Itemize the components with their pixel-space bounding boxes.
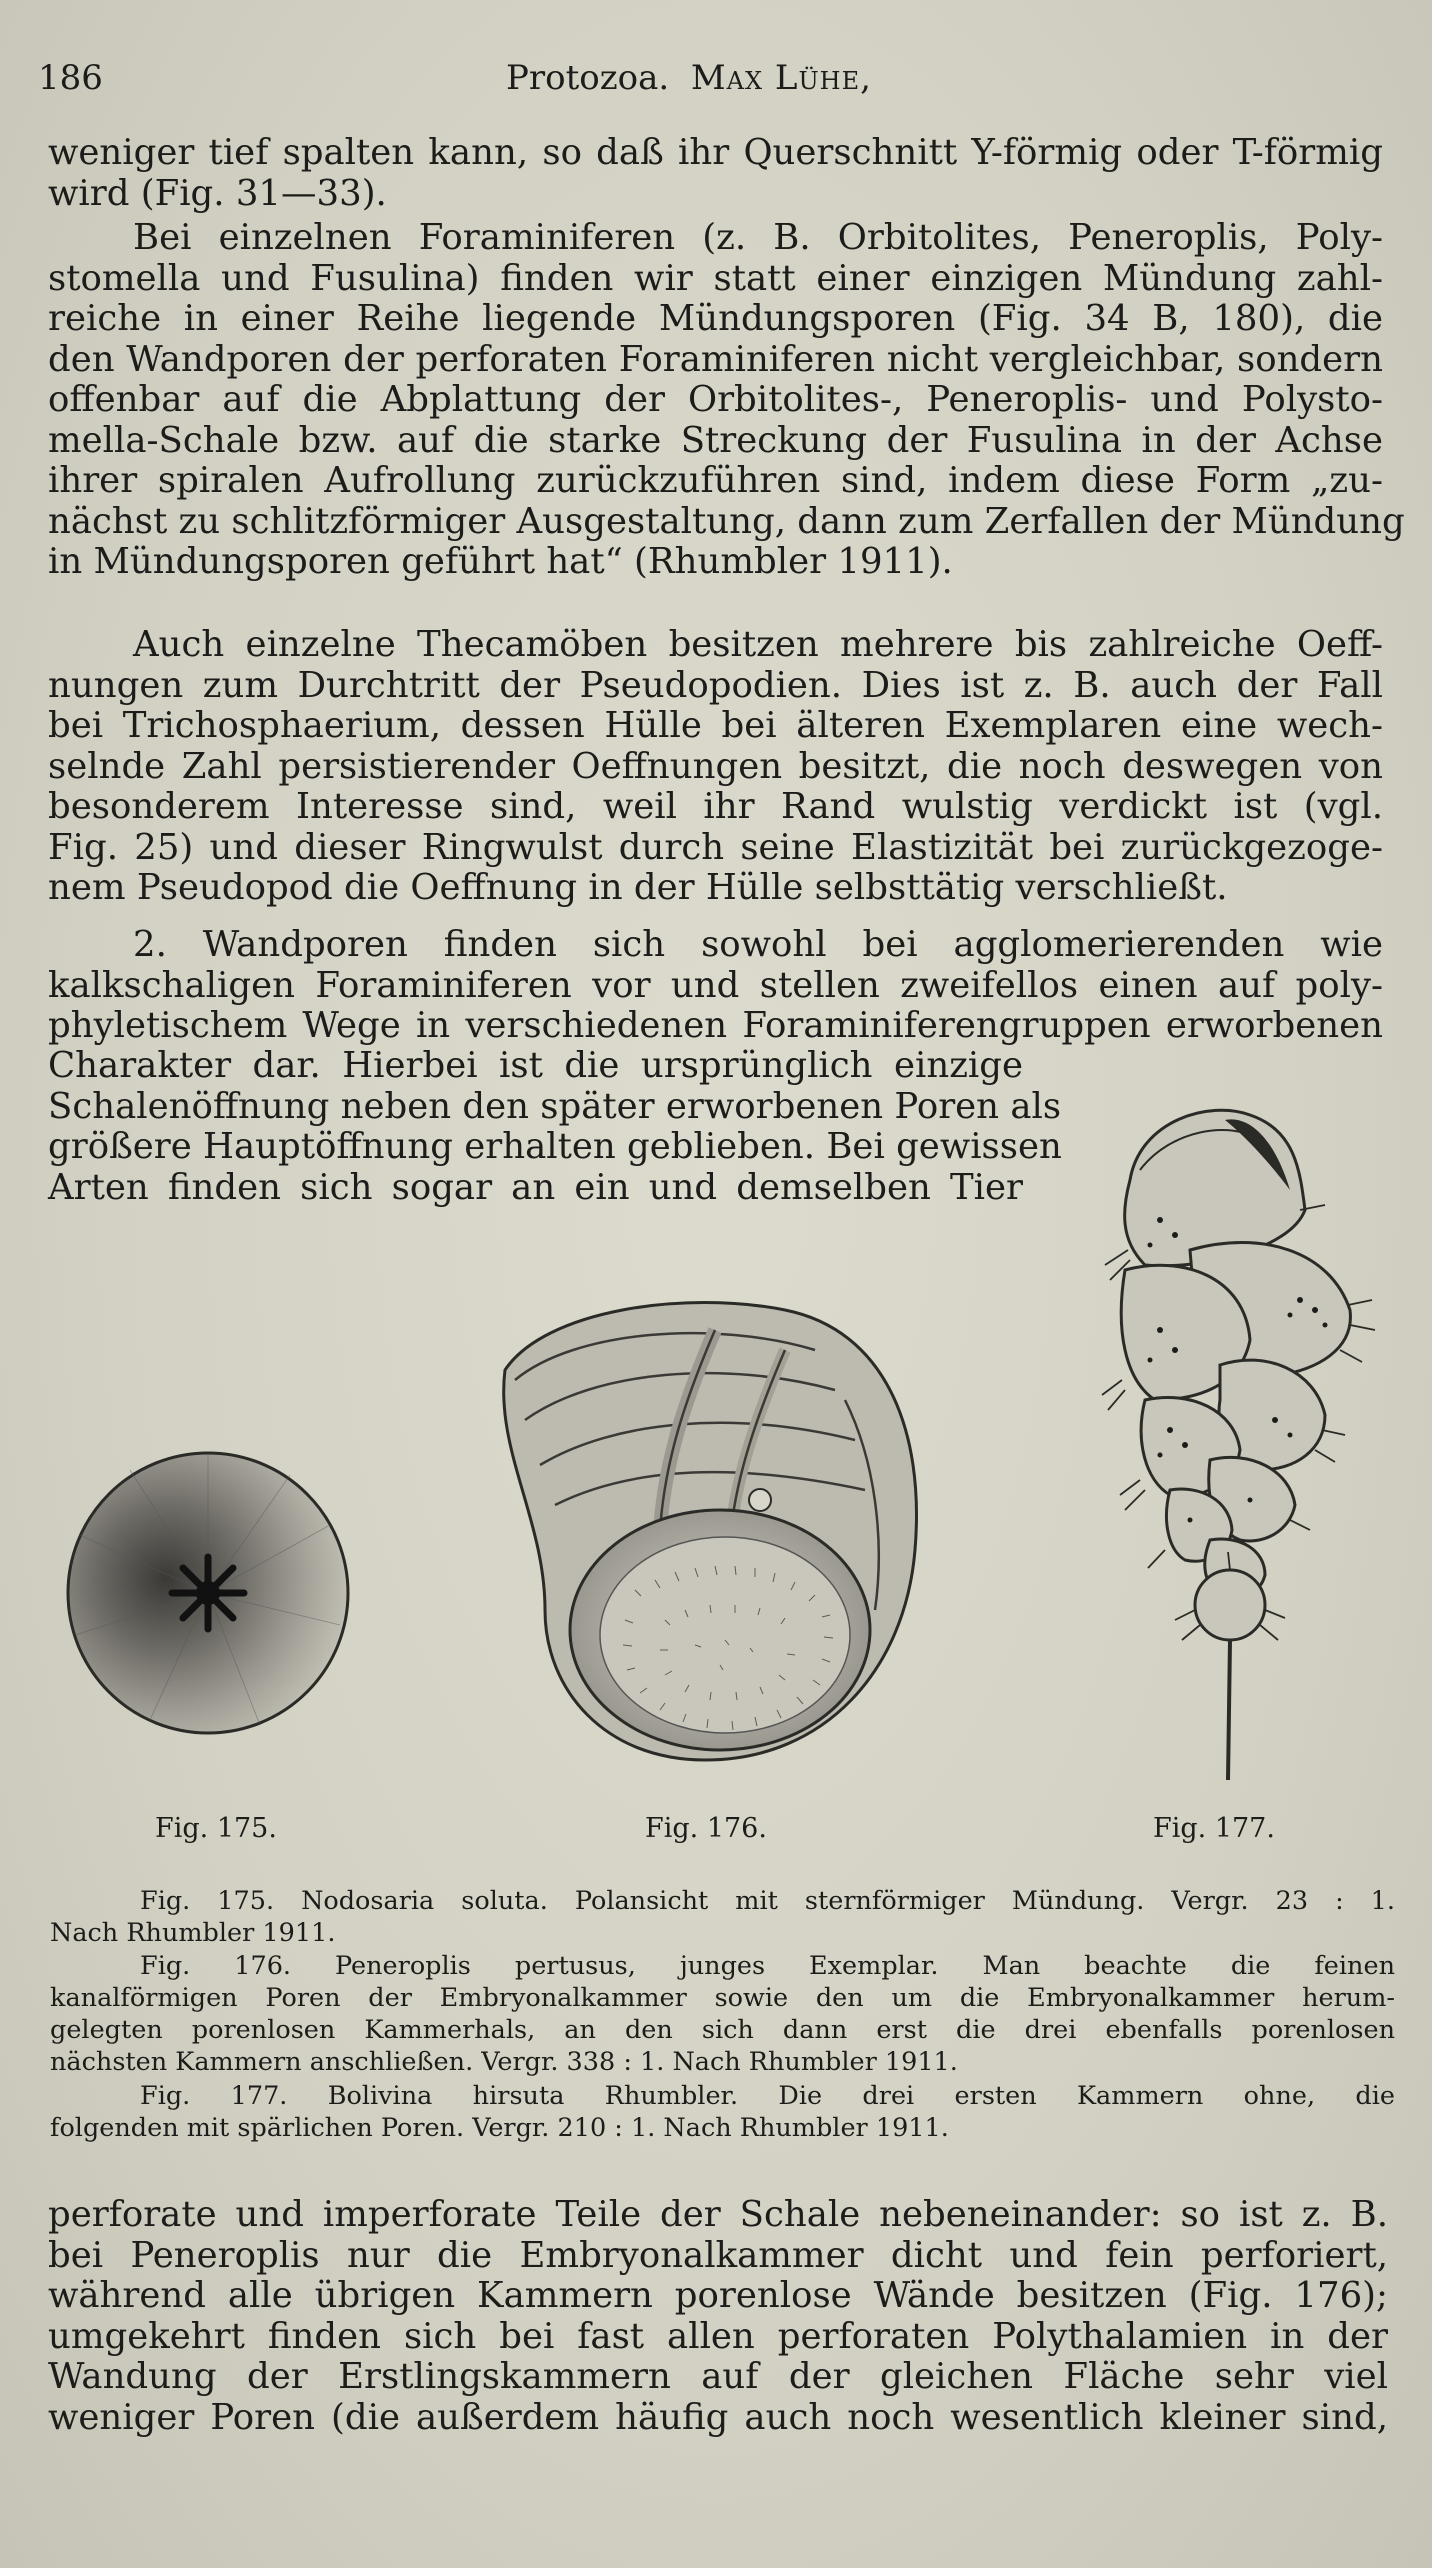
text-line: Auch einzelne Thecamöben besitzen mehrere bis zahlreiche Oeff- <box>133 624 1383 665</box>
paragraph-3 <box>48 625 1383 909</box>
text-line: bei Peneroplis nur die Embryonalkammer dicht und fein perforiert, <box>48 2234 1388 2276</box>
caption-fig-176 <box>50 1950 1395 2078</box>
figure-176-peneroplis <box>485 1290 925 1770</box>
text-line: nächst zu schlitzförmiger Ausgestaltung, dann zum Zerfallen der Mündung <box>48 500 1405 542</box>
text-line: Wandung der Erstlingskammern auf der gleichen Fläche sehr viel <box>48 2356 1388 2397</box>
caption-line: Fig. 176. Peneroplis pertusus, junges Exemplar. Man beachte die feinen <box>140 1951 1395 1981</box>
text-line: Charakter dar. Hierbei ist die ursprünglich einzige <box>48 1045 1023 1086</box>
text-line: weniger Poren (die außerdem häufig auch noch wesentlich kleiner sind, <box>48 2396 1388 2438</box>
text-line: Fig. 25) und dieser Ringwulst durch seine Elastizität bei zurückgezoge- <box>48 826 1383 868</box>
caption-line: Nach Rhumbler 1911. <box>50 1918 336 1948</box>
text-line: selnde Zahl persistierender Oeffnungen besitzt, die noch deswegen von <box>48 745 1383 787</box>
text-line: reiche in einer Reihe liegende Mündungsporen (Fig. 34 B, 180), die <box>48 298 1383 339</box>
running-title <box>506 58 872 98</box>
text-line: Schalenöffnung neben den später erworbenen Poren als <box>48 1085 1062 1127</box>
nodosaria-illustration <box>60 1445 360 1745</box>
paragraph-5 <box>48 2195 1388 2438</box>
caption-line: kanalförmigen Poren der Embryonalkammer sowie den um die Embryonalkammer herum- <box>50 1983 1395 2013</box>
text-line: offenbar auf die Abplattung der Orbitolites-, Peneroplis- und Polysto- <box>48 379 1383 420</box>
paragraph-4 <box>48 925 1383 1047</box>
paragraph-2 <box>48 217 1405 583</box>
bolivina-illustration <box>1100 1100 1380 1790</box>
text-line: umgekehrt finden sich bei fast allen perforaten Polythalamien in der <box>48 2315 1388 2357</box>
text-line: kalkschaligen Foraminiferen vor und stellen zweifellos einen auf poly- <box>48 964 1383 1006</box>
text-line: Arten finden sich sogar an ein und demselben Tier <box>48 1166 1023 1208</box>
page-number: 186 <box>38 58 103 98</box>
paragraph-4-narrow <box>48 1045 1062 1208</box>
text-line: Bei einzelnen Foraminiferen (z. B. Orbitolites, Peneroplis, Poly- <box>133 217 1383 258</box>
caption-fig-175 <box>50 1885 1395 1949</box>
text-line: während alle übrigen Kammern porenlose Wände besitzen (Fig. 176); <box>48 2275 1388 2316</box>
text-line: bei Trichosphaerium, dessen Hülle bei älteren Exemplaren eine wech- <box>48 705 1383 746</box>
text-line: den Wandporen der perforaten Foraminiferen nicht vergleichbar, sondern <box>48 338 1383 380</box>
text-line: nungen zum Durchtritt der Pseudopodien. Dies ist z. B. auch der Fall <box>48 664 1383 706</box>
running-title-text: Protozoa. <box>506 58 670 98</box>
caption-line: Fig. 175. Nodosaria soluta. Polansicht mit sternförmiger Mündung. Vergr. 23 : 1. <box>140 1886 1395 1916</box>
figure-177-bolivina <box>1100 1100 1380 1790</box>
text-line: nem Pseudopod die Oeffnung in der Hülle selbsttätig verschließt. <box>48 867 1228 908</box>
paragraph-1 <box>48 133 1383 214</box>
text-line: stomella und Fusulina) finden wir statt einer einzigen Mündung zahl- <box>48 257 1383 299</box>
text-line: besonderem Interesse sind, weil ihr Rand wulstig verdickt ist (vgl. <box>48 786 1383 827</box>
text-line: ihrer spiralen Aufrollung zurückzuführen sind, indem diese Form „zu- <box>48 460 1383 501</box>
text-line: phyletischem Wege in verschiedenen Foraminiferengruppen erworbenen <box>48 1005 1383 1046</box>
fig-177-label: Fig. 177. <box>1153 1813 1275 1844</box>
caption-line: folgenden mit spärlichen Poren. Vergr. 210 : 1. Nach Rhumbler 1911. <box>50 2113 949 2143</box>
page-header <box>38 58 1378 102</box>
caption-line: nächsten Kammern anschließen. Vergr. 338 : 1. Nach Rhumbler 1911. <box>50 2047 958 2077</box>
fig-176-label: Fig. 176. <box>645 1813 767 1844</box>
text-line: größere Hauptöffnung erhalten geblieben. Bei gewissen <box>48 1126 1062 1167</box>
text-line: 2. Wandporen finden sich sowohl bei agglomerierenden wie <box>133 924 1383 965</box>
figure-175-nodosaria <box>60 1445 360 1745</box>
caption-fig-177 <box>50 2080 1395 2144</box>
text-line: weniger tief spalten kann, so daß ihr Querschnitt Y-förmig oder T-förmig <box>48 132 1383 173</box>
text-line: mella-Schale bzw. auf die starke Streckung der Fusulina in der Achse <box>48 419 1383 461</box>
author-name: Max Lühe, <box>690 58 872 98</box>
text-line: perforate und imperforate Teile der Schale nebeneinander: so ist z. B. <box>48 2194 1388 2235</box>
caption-line: gelegten porenlosen Kammerhals, an den sich dann erst die drei ebenfalls porenlosen <box>50 2015 1395 2045</box>
text-line: in Mündungsporen geführt hat“ (Rhumbler 1911). <box>48 541 953 582</box>
peneroplis-illustration <box>485 1290 925 1770</box>
fig-175-label: Fig. 175. <box>155 1813 277 1844</box>
caption-line: Fig. 177. Bolivina hirsuta Rhumbler. Die drei ersten Kammern ohne, die <box>140 2081 1395 2111</box>
text-line: wird (Fig. 31—33). <box>48 172 387 214</box>
